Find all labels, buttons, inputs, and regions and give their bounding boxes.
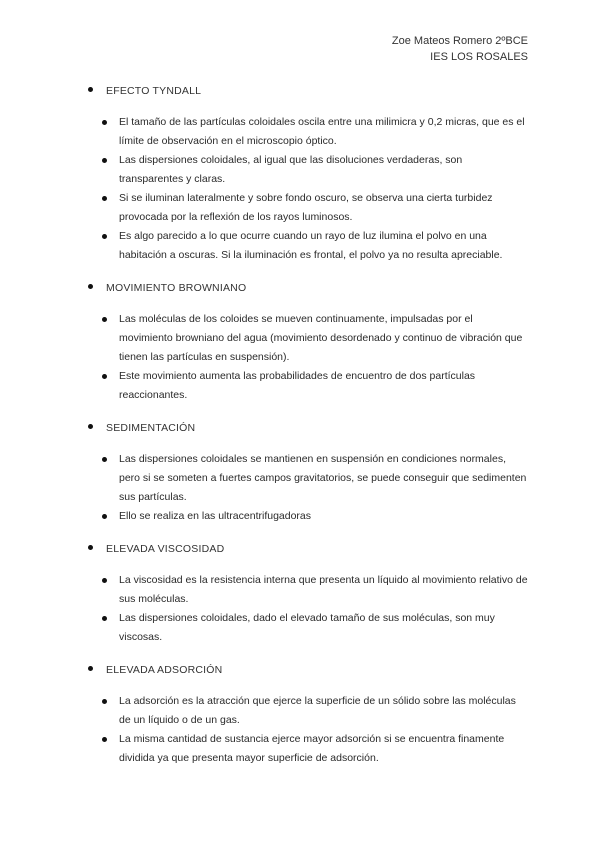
- school-line: IES LOS ROSALES: [430, 50, 528, 63]
- bullet-icon: [102, 120, 107, 125]
- bullet-icon: [88, 87, 93, 92]
- section-title: MOVIMIENTO BROWNIANO: [106, 282, 247, 294]
- list-item-text: El tamaño de las partículas coloidales oscila entre una milimicra y 0,2 micras, que es el límite de observación en el microscopio óptico.: [119, 116, 525, 147]
- bullet-list: [88, 310, 528, 405]
- list-item: [88, 730, 528, 768]
- bullet-icon: [102, 457, 107, 462]
- list-item: [88, 189, 528, 227]
- list-item-text: Las dispersiones coloidales se mantienen en suspensión en condiciones normales, pero si se someten a fuertes campos gravitatorios, se puede conseguir que sedimenten sus partículas.: [119, 453, 527, 503]
- bullet-list: [88, 450, 528, 526]
- list-item-text: La misma cantidad de sustancia ejerce mayor adsorción si se encuentra finamente dividida ya que presenta mayor superficie de adsorción.: [119, 733, 505, 764]
- list-item-text: Las dispersiones coloidales, dado el elevado tamaño de sus moléculas, son muy viscosas.: [119, 612, 495, 643]
- bullet-icon: [88, 545, 93, 550]
- list-item: [88, 450, 528, 507]
- list-item-text: Es algo parecido a lo que ocurre cuando un rayo de luz ilumina el polvo en una habitación a oscuras. Si la iluminación es frontal, el polvo ya no resulta apreciable.: [119, 230, 503, 261]
- bullet-list: [88, 571, 528, 647]
- bullet-icon: [102, 234, 107, 239]
- section: [88, 421, 528, 526]
- bullet-icon: [102, 514, 107, 519]
- section-title: ELEVADA VISCOSIDAD: [106, 543, 225, 555]
- list-item-text: Las dispersiones coloidales, al igual que las disoluciones verdaderas, son transparentes y claras.: [119, 154, 463, 185]
- bullet-icon: [102, 317, 107, 322]
- list-item: [88, 113, 528, 151]
- section: [88, 663, 528, 768]
- bullet-icon: [102, 616, 107, 621]
- section-title: EFECTO TYNDALL: [106, 85, 202, 97]
- list-item: [88, 609, 528, 647]
- list-item: [88, 227, 528, 265]
- list-item: [88, 692, 528, 730]
- page-header: [392, 34, 528, 65]
- section-heading: [88, 281, 528, 296]
- bullet-icon: [102, 374, 107, 379]
- list-item: [88, 310, 528, 367]
- bullet-list: [88, 113, 528, 265]
- section: [88, 84, 528, 265]
- author-line: Zoe Mateos Romero 2ºBCE: [391, 35, 528, 47]
- bullet-icon: [102, 699, 107, 704]
- list-item: [88, 571, 528, 609]
- list-item-text: La adsorción es la atracción que ejerce la superficie de un sólido sobre las moléculas de un líquido o de un gas.: [119, 695, 516, 726]
- section-title: SEDIMENTACIÓN: [106, 422, 196, 434]
- list-item-text: Ello se realiza en las ultracentrifugadoras: [119, 510, 312, 522]
- bullet-icon: [102, 737, 107, 742]
- list-item-text: Este movimiento aumenta las probabilidades de encuentro de dos partículas reaccionantes.: [119, 370, 476, 401]
- bullet-list: [88, 692, 528, 768]
- list-item-text: Las moléculas de los coloides se mueven continuamente, impulsadas por el movimiento browniano del agua (movimiento desordenado y continuo de vibración que tienen las partículas en suspensión).: [119, 313, 523, 363]
- list-item-text: Si se iluminan lateralmente y sobre fondo oscuro, se observa una cierta turbidez provocada por la reflexión de los rayos luminosos.: [119, 192, 493, 223]
- list-item-text: La viscosidad es la resistencia interna que presenta un líquido al movimiento relativo de sus moléculas.: [119, 574, 528, 605]
- section-heading: [88, 421, 528, 436]
- section-title: ELEVADA ADSORCIÓN: [106, 664, 223, 676]
- bullet-icon: [102, 578, 107, 583]
- list-item: [88, 367, 528, 405]
- bullet-icon: [88, 666, 93, 671]
- section-heading: [88, 84, 528, 99]
- bullet-icon: [102, 196, 107, 201]
- bullet-icon: [88, 284, 93, 289]
- list-item: [88, 151, 528, 189]
- bullet-icon: [88, 424, 93, 429]
- section-heading: [88, 542, 528, 557]
- section: [88, 542, 528, 647]
- list-item: [88, 507, 528, 526]
- document-body: [88, 84, 528, 768]
- bullet-icon: [102, 158, 107, 163]
- section: [88, 281, 528, 405]
- section-heading: [88, 663, 528, 678]
